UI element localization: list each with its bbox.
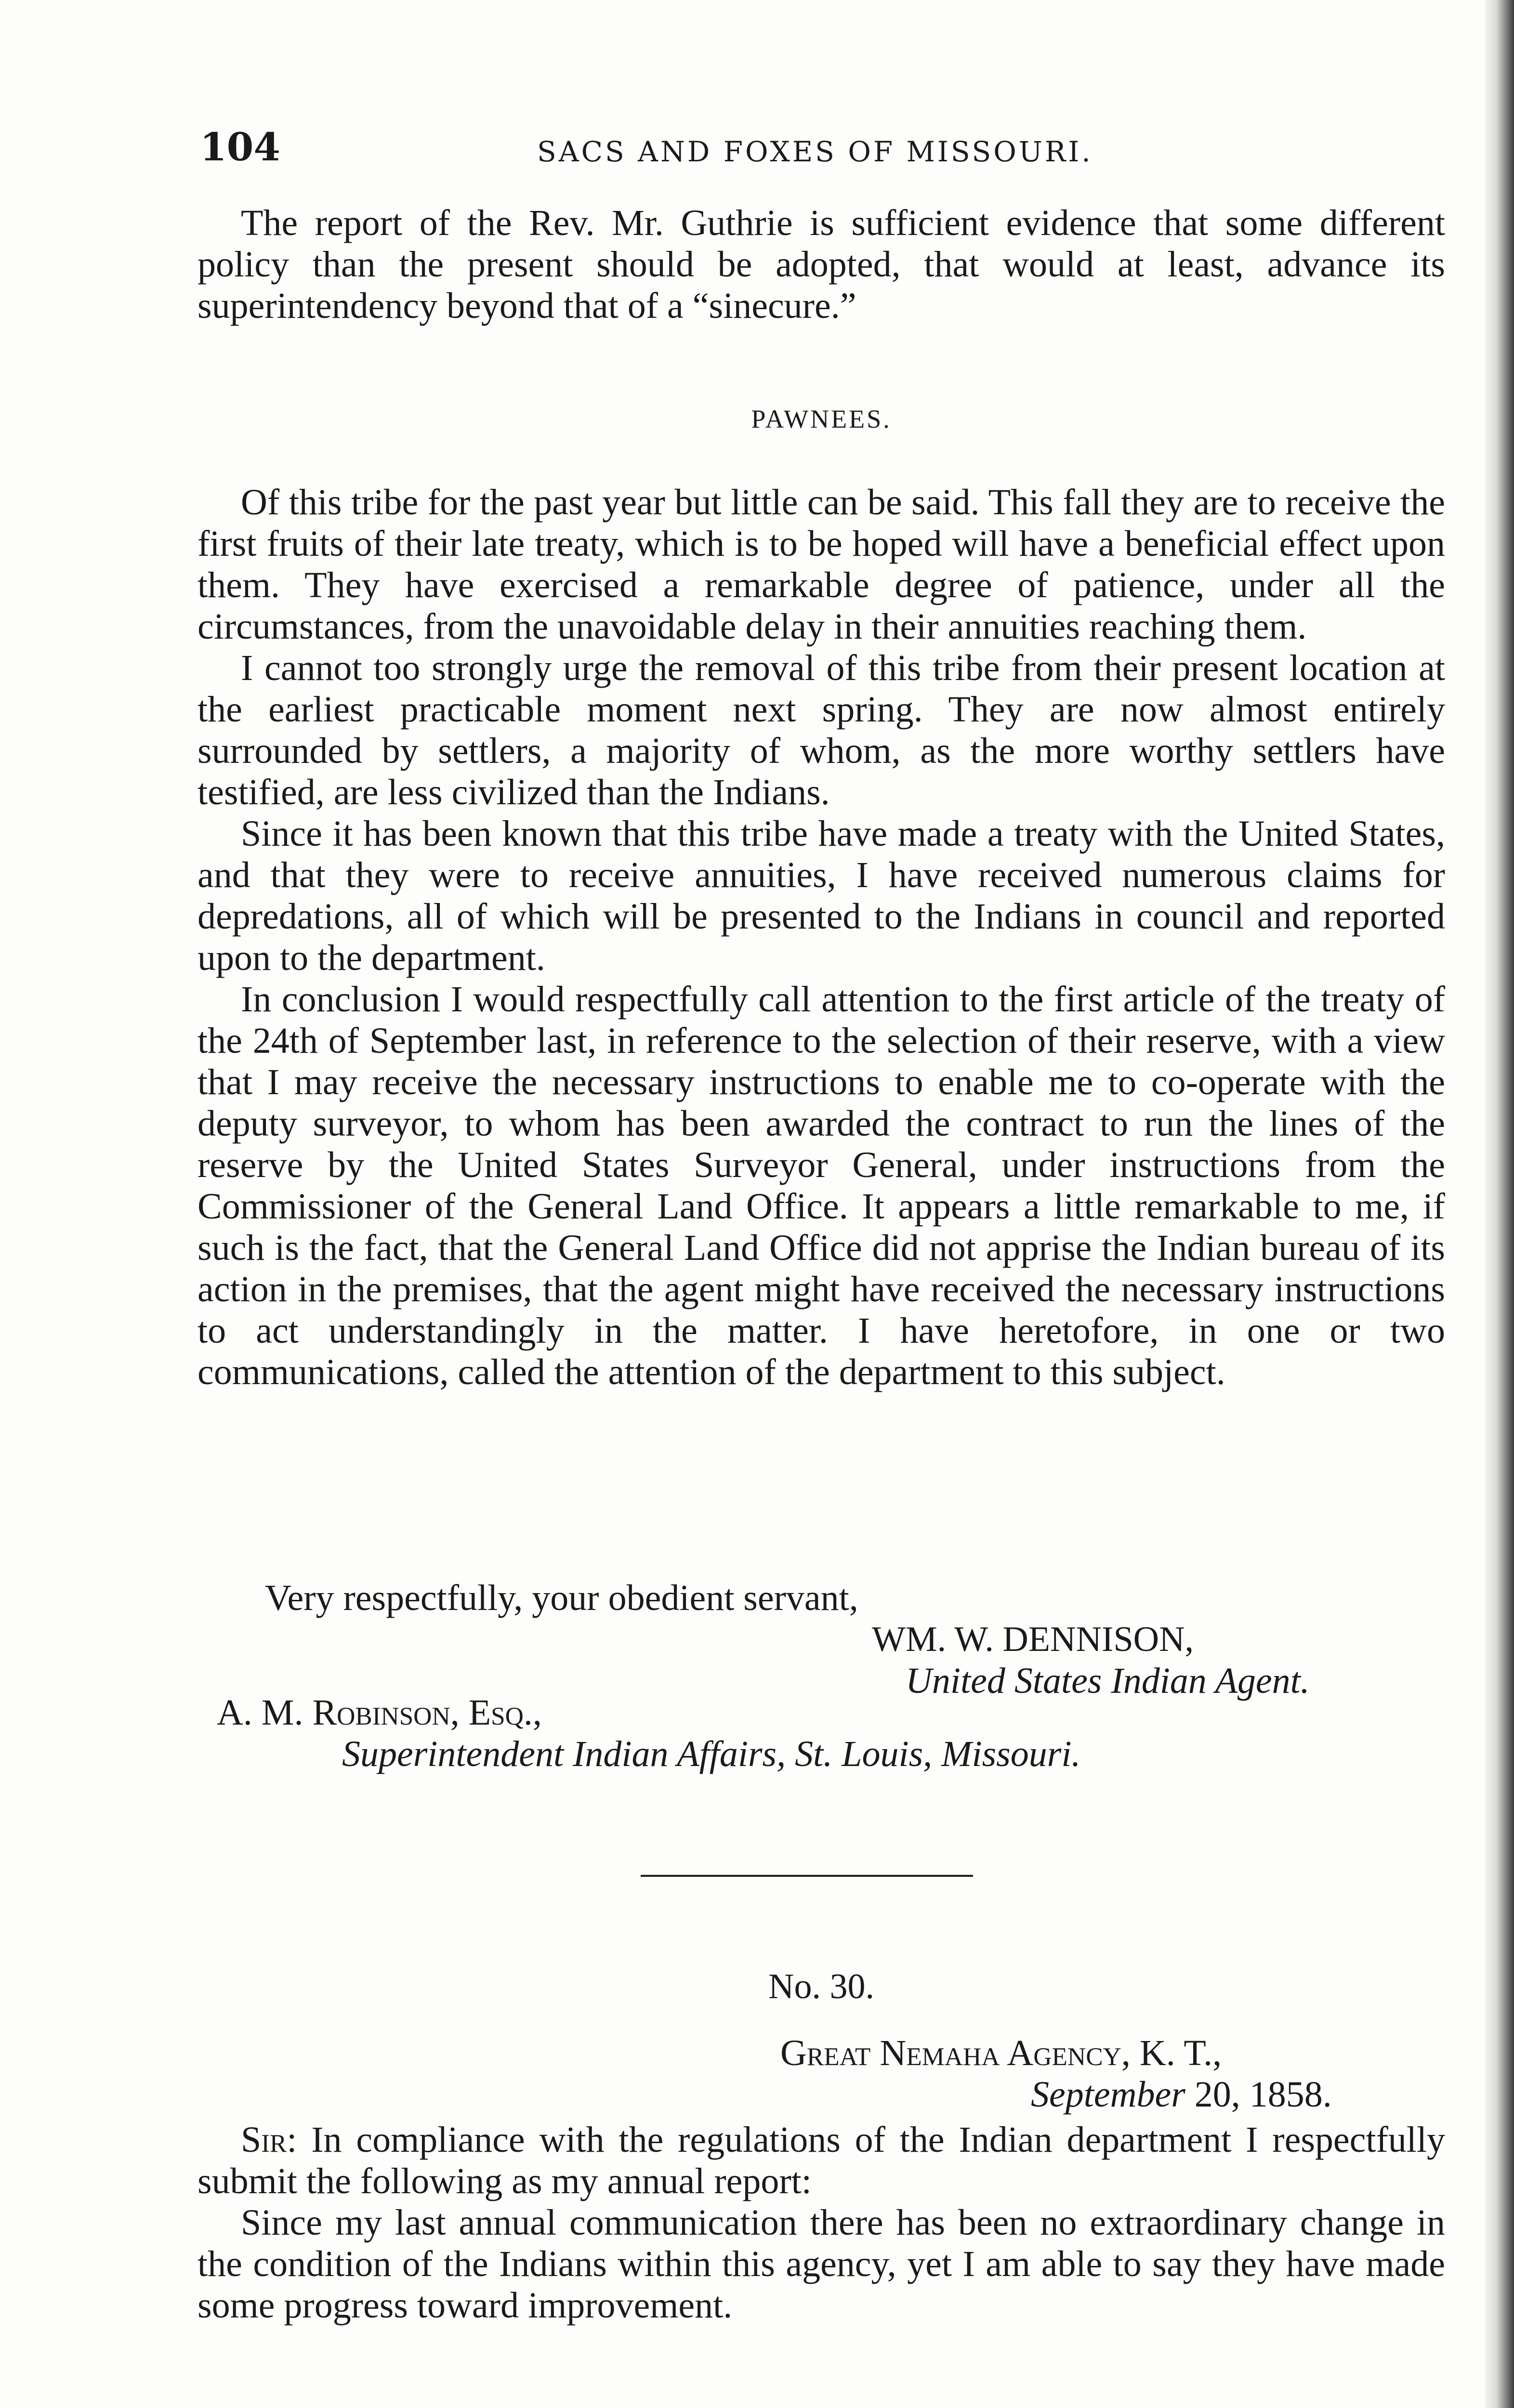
letter-paragraph-1-text: In compliance with the regulations of the Indian department I respectfully submit the following as my annual report: xyxy=(197,2120,1446,2201)
addressee-title: Superintendent Indian Affairs, St. Louis, Missouri. xyxy=(342,1734,1081,1774)
pawnees-paragraph-1: Of this tribe for the past year but little can be said. This fall they are to receive the first fruits of their late treaty, which is to be hoped will have a beneficial effect upon them. They have exercised a remarkable degree of patience, under all the circumstances, from the unavoidable delay in their annuities reaching them. xyxy=(197,482,1445,647)
page-header xyxy=(200,120,1462,173)
letter-date-rest: 20, 1858. xyxy=(1194,2074,1332,2115)
letter-closing xyxy=(197,1577,1445,1775)
letter-date xyxy=(197,2074,1445,2115)
letter-paragraph-2: Since my last annual communication there has been no extraordinary change in the condition of the Indians within this agency, yet I am able to say they have made some progress toward improvement. xyxy=(197,2202,1445,2326)
letter-place: Great Nemaha Agency, K. T., xyxy=(780,2033,1222,2073)
signature-name: WM. W. DENNISON, xyxy=(872,1620,1194,1659)
section-divider xyxy=(641,1875,973,1877)
section-heading: PAWNEES. xyxy=(751,405,892,433)
running-head: SACS AND FOXES OF MISSOURI. xyxy=(537,135,1093,168)
intro-paragraph: The report of the Rev. Mr. Guthrie is sufficient evidence that some different policy than the present should be adopted, that would at least, advance its superintendency beyond that of a “sinecure.” xyxy=(197,203,1445,326)
letter-number: No. 30. xyxy=(768,1967,874,2006)
intro-block xyxy=(197,202,1445,327)
pawnees-section xyxy=(197,482,1445,1393)
pawnees-paragraph-4: In conclusion I would respectfully call attention to the first article of the treaty of the 24th of September last, in reference to the selection of their reserve, with a view that I may receive the necessary instructions to enable me to co-operate with the deputy surveyor, to whom has been awarded the contract to run the lines of the reserve by the United States Surveyor General, under instructions from the Commissioner of the General Land Office. It appears a little remarkable to me, if such is the fact, that the General Land Office did not apprise the Indian bureau of its action in the premises, that the agent might have received the necessary instructions to act understandingly in the matter. I have heretofore, in one or two communications, called the attention of the department to this subject. xyxy=(197,979,1445,1392)
pawnees-paragraph-2: I cannot too strongly urge the removal of this tribe from their present location at the earliest practicable moment next spring. They are now almost entirely surrounded by settlers, a majority of whom, as the more worthy settlers have testified, are less civilized than the Indians. xyxy=(197,648,1445,812)
letter-date-month: September xyxy=(1031,2074,1185,2115)
page-edge-shadow xyxy=(1485,0,1514,2408)
letter-paragraph-1 xyxy=(197,2119,1445,2202)
letter-body xyxy=(197,2119,1445,2326)
signature-title: United States Indian Agent. xyxy=(906,1661,1310,1701)
addressee-name: A. M. Robinson, Esq., xyxy=(217,1692,542,1733)
closing-salutation: Very respectfully, your obedient servant, xyxy=(265,1578,858,1618)
letter-dateline xyxy=(197,2032,1445,2115)
letter-salutation: Sir: xyxy=(241,2120,297,2160)
page-number: 104 xyxy=(200,124,280,170)
pawnees-paragraph-3: Since it has been known that this tribe have made a treaty with the United States, and that they were to receive annuities, I have received numerous claims for depredations, all of which will be presented to the Indians in council and reported upon to the department. xyxy=(197,813,1445,978)
